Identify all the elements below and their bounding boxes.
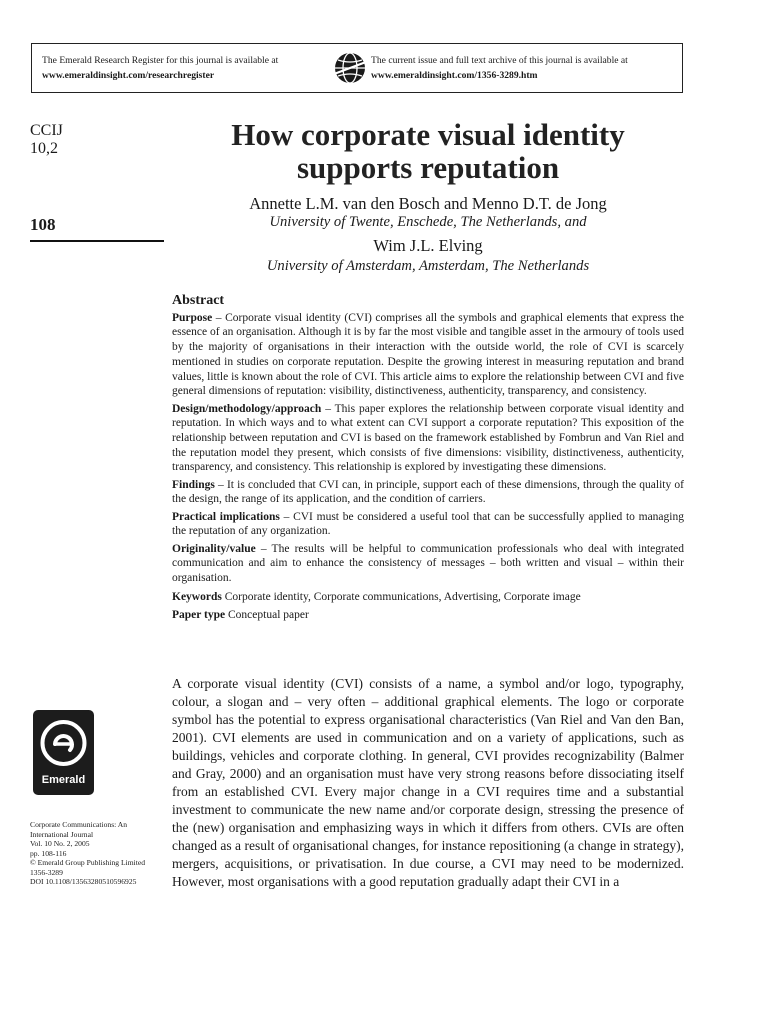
publication-info — [30, 820, 160, 887]
banner-right-text: The current issue and full text archive of this journal is available at — [371, 55, 628, 66]
banner-left-text: The Emerald Research Register for this journal is available at — [42, 55, 279, 66]
abstract-text: Conceptual paper — [225, 609, 309, 622]
abstract-paper-type — [172, 608, 684, 623]
abstract-text: – CVI must be considered a useful tool that can be successfully applied to managing the reputation of any organization. — [172, 510, 684, 538]
affiliation-1: University of Twente, Enschede, The Netherlands, and — [269, 214, 587, 230]
banner-left — [42, 53, 342, 83]
abstract-keywords — [172, 590, 684, 605]
abstract-text: – This paper explores the relationship between corporate visual identity and reputation. In which ways and to what extent can CVI support a corporate reputation? This exposition of the relationship between reputation and CVI is based on the framework established by Fombrun and Van Riel and the reputation model they present, which consists of five dimensions: visibility, distinctiveness, authenticity, transparency, and consistency. This relationship is explored by investigating these dimensions. — [172, 402, 684, 474]
abstract-text: – The results will be helpful to communication professionals who deal with integrated communication and aim to enhance the consistency of messages – both written and visual – within their organisation. — [172, 542, 684, 585]
globe-icon — [332, 50, 368, 86]
abstract-label: Originality/value — [172, 542, 256, 555]
info-line: DOI 10.1108/13563280510596925 — [30, 877, 137, 886]
abstract-findings — [172, 478, 684, 507]
abstract-originality — [172, 542, 684, 586]
info-line: © Emerald Group Publishing Limited — [30, 858, 146, 867]
article-title: How corporate visual identity supports reputation — [231, 117, 625, 185]
abstract-practical — [172, 510, 684, 539]
abstract-text: – It is concluded that CVI can, in principle, support each of these dimensions, through the quality of the design, the range of its application, and the condition of carriers. — [172, 478, 684, 506]
abstract-label: Findings — [172, 478, 215, 491]
abstract-label: Keywords — [172, 590, 222, 603]
info-line: pp. 108-116 — [30, 848, 67, 858]
abstract-label: Design/methodology/approach — [172, 402, 322, 415]
banner-left-url[interactable]: www.emeraldinsight.com/researchregister — [42, 70, 215, 81]
emerald-logo-icon — [33, 712, 94, 774]
affiliation-2: University of Amsterdam, Amsterdam, The Netherlands — [266, 258, 590, 274]
logo-label: Emerald — [41, 774, 86, 786]
info-line: Vol. 10 No. 2, 2005 — [30, 839, 90, 848]
abstract-text: Corporate identity, Corporate communications, Advertising, Corporate image — [221, 590, 581, 603]
journal-code-block — [30, 122, 63, 158]
abstract-design — [172, 402, 684, 476]
access-banner — [31, 43, 683, 93]
abstract — [172, 294, 684, 626]
info-line: Corporate Communications: An — [30, 820, 128, 829]
emerald-logo — [33, 710, 94, 795]
journal-abbrev: CCIJ — [30, 122, 63, 139]
abstract-purpose — [172, 311, 684, 399]
abstract-label: Practical implications — [172, 510, 280, 523]
journal-volume: 10,2 — [30, 140, 58, 157]
page-number: 108 — [30, 215, 56, 234]
banner-right — [371, 53, 683, 83]
abstract-label: Paper type — [172, 609, 226, 622]
abstract-heading: Abstract — [172, 293, 225, 308]
banner-right-url[interactable]: www.emeraldinsight.com/1356-3289.htm — [371, 70, 538, 81]
info-line: International Journal — [30, 829, 94, 839]
authors-line-1: Annette L.M. van den Bosch and Menno D.T. de Jong — [249, 194, 607, 213]
authors-line-2: Wim J.L. Elving — [373, 236, 483, 255]
info-line: 1356-3289 — [30, 867, 63, 877]
body-paragraph: A corporate visual identity (CVI) consists of a name, a symbol and/or logo, typography, colour, a slogan and – very often – additional graphical elements. The logo or corporate symbol has the potential to express organisational characteristics (Van Riel and Van den Ban, 2001). CVI elements are used in communication and on a variety of applications, such as buildings, vehicles and corporate clothing. In general, CVI provides recognizability (Balmer and Gray, 2000) and an organisation must have very strong reasons before dissociating itself from an established CVI. Every major change in a CVI requires time and a substantial investment to communicate the new name and/or corporate design, stressing the presence of the (new) organisation and emphasizing ways in which it differs from others. CVIs are often changed as a result of organisational changes, for instance repositioning (a change in strategy), mergers, acquisitions, or privatisation. In due course, a CVI may need to be modernized. However, most organisations with a good reputation gradually adapt their CVI in a — [172, 676, 684, 889]
page-number-rule — [30, 240, 164, 242]
abstract-label: Purpose — [172, 311, 213, 324]
abstract-text: – Corporate visual identity (CVI) comprises all the symbols and graphical elements that express the essence of an organisation. Although it is by far the most visible and tangible asset in the armoury of tools used by the majority of organisations in their interaction with the outside world, the role of CVI is scarcely mentioned in studies on corporate reputation. Despite the growing interest in measuring reputation and brand values, little is known about the role of CVI. This article aims to explore the relationship between CVI and five general dimensions of reputation: visibility, distinctiveness, authenticity, transparency, and consistency. — [172, 311, 684, 398]
